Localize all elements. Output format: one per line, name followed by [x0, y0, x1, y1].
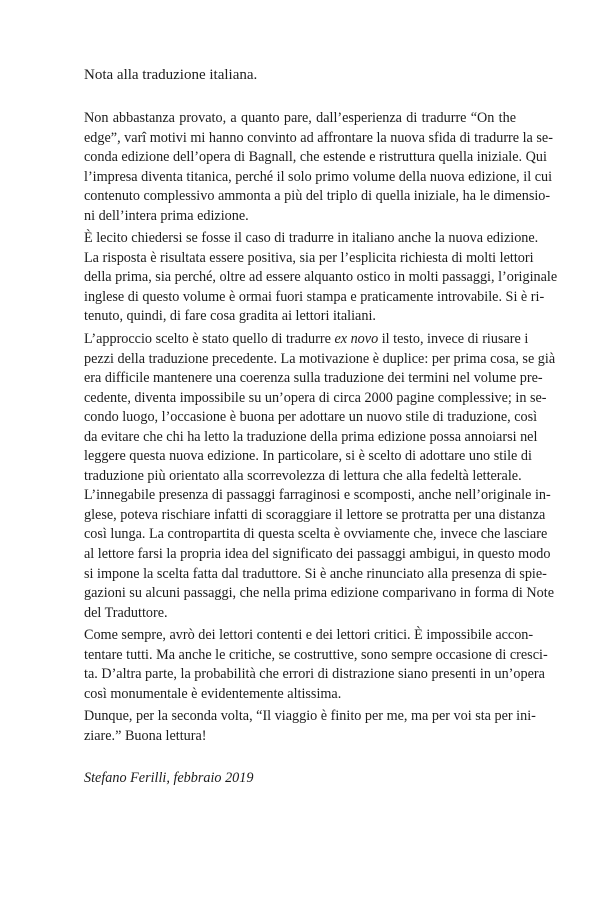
text-line: ziare.” Buona lettura!: [84, 727, 207, 744]
text-line: pezzi della traduzione precedente. La motivazione è duplice: per prima cosa, se già: [84, 350, 556, 367]
emphasis-text: ex novo: [334, 331, 379, 348]
text-segment: L’approccio scelto è stato quello di tradurre: [84, 331, 335, 348]
text-line-with-emphasis: [84, 330, 529, 350]
paragraph-5: [84, 707, 536, 746]
text-line: leggere questa nuova edizione. In particolare, si è scelto di adottare uno stile di: [84, 448, 532, 465]
text-line: Dunque, per la seconda volta, “Il viaggio è finito per me, ma per voi sta per ini-: [84, 708, 536, 725]
text-line: tentare tutti. Ma anche le critiche, se costruttive, sono sempre occasione di cresci-: [84, 646, 548, 663]
text-line: l’impresa diventa titanica, perché il solo primo volume della nuova edizione, il cui: [84, 168, 553, 185]
text-line: È lecito chiedersi se fosse il caso di tradurre in italiano anche la nuova edizione.: [84, 230, 539, 247]
text-line: glese, poteva rischiare infatti di scoraggiare il lettore se protratta per una distanza: [84, 506, 546, 523]
paragraph-4: [84, 626, 548, 704]
text-line: così lunga. La contropartita di questa scelta è ovviamente che, invece che lasciare: [84, 526, 548, 543]
text-line: L’innegabile presenza di passaggi farraginosi e scomposti, anche nell’originale in-: [84, 487, 551, 504]
text-line: ni dell’intera prima edizione.: [84, 207, 249, 224]
text-line: era difficile mantenere una coerenza sulla traduzione dei termini nel volume pre-: [84, 370, 543, 387]
text-line: della prima, sia perché, oltre ad essere alquanto ostico in molti passaggi, l’originale: [84, 269, 558, 286]
text-line: ta. D’altra parte, la probabilità che errori di distrazione siano presenti in un’opera: [84, 666, 545, 683]
document-body: [84, 109, 558, 747]
text-line: del Traduttore.: [84, 604, 168, 621]
text-line: contenuto complessivo ammonta a più del triplo di quella iniziale, ha le dimensio-: [84, 188, 551, 205]
text-line: edge”, varî motivi mi hanno convinto ad affrontare la nuova sfida di tradurre la se-: [84, 129, 553, 146]
text-line: da evitare che chi ha letto la traduzione della prima edizione possa annoiarsi nel: [84, 428, 538, 445]
text-line: La risposta è risultata essere positiva, sia per l’esplicita richiesta di molti lettori: [84, 249, 534, 266]
text-line: gazioni su alcuni passaggi, che nella prima edizione comparivano in forma di Note: [84, 585, 555, 602]
text-line: Non abbastanza provato, a quanto pare, dall’esperienza di tradurre “On the: [84, 110, 516, 126]
document-heading: Nota alla traduzione italiana.: [84, 67, 258, 83]
text-segment: il testo, invece di riusare i: [378, 331, 529, 348]
page-content: [84, 66, 558, 788]
text-line: così monumentale è evidentemente altissima.: [84, 685, 342, 702]
text-line: condo luogo, l’occasione è buona per adottare un nuovo stile di traduzione, così: [84, 409, 538, 426]
paragraph-2: [84, 229, 558, 327]
text-line: inglese di questo volume è ormai fuori stampa e praticamente introvabile. Si è ri-: [84, 288, 545, 305]
text-line: si impone la scelta fatta dal traduttore. Si è anche rinunciato alla presenza di spie-: [84, 565, 547, 582]
signature: Stefano Ferilli, febbraio 2019: [84, 769, 254, 786]
text-line: Come sempre, avrò dei lettori contenti e dei lettori critici. È impossibile accon-: [84, 627, 534, 644]
paragraph-3: [84, 330, 556, 623]
text-line: conda edizione dell’opera di Bagnall, che estende e ristruttura quella iniziale. Qui: [84, 149, 547, 166]
text-line: tenuto, quindi, di fare cosa gradita ai lettori italiani.: [84, 308, 376, 325]
paragraph-1: [84, 109, 553, 226]
text-line: cedente, diventa impossibile su un’opera di circa 2000 pagine complessive; in se-: [84, 389, 547, 406]
text-line: al lettore farsi la propria idea del significato dei passaggi ambigui, in questo modo: [84, 546, 551, 563]
text-line: traduzione più orientato alla scorrevolezza di lettura che alla fedeltà letterale.: [84, 467, 522, 484]
